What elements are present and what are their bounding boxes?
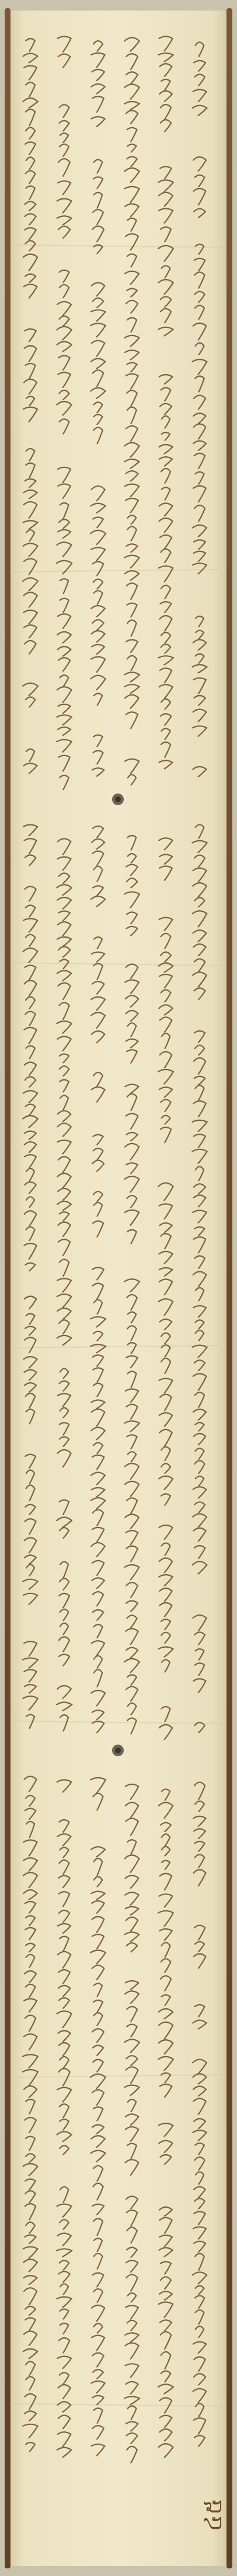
leaf-right-edge [226, 8, 232, 2568]
leaf-number: ៤៥ [200, 2498, 227, 2532]
leaf-body [7, 11, 230, 2566]
leaf-left-edge [5, 8, 11, 2568]
